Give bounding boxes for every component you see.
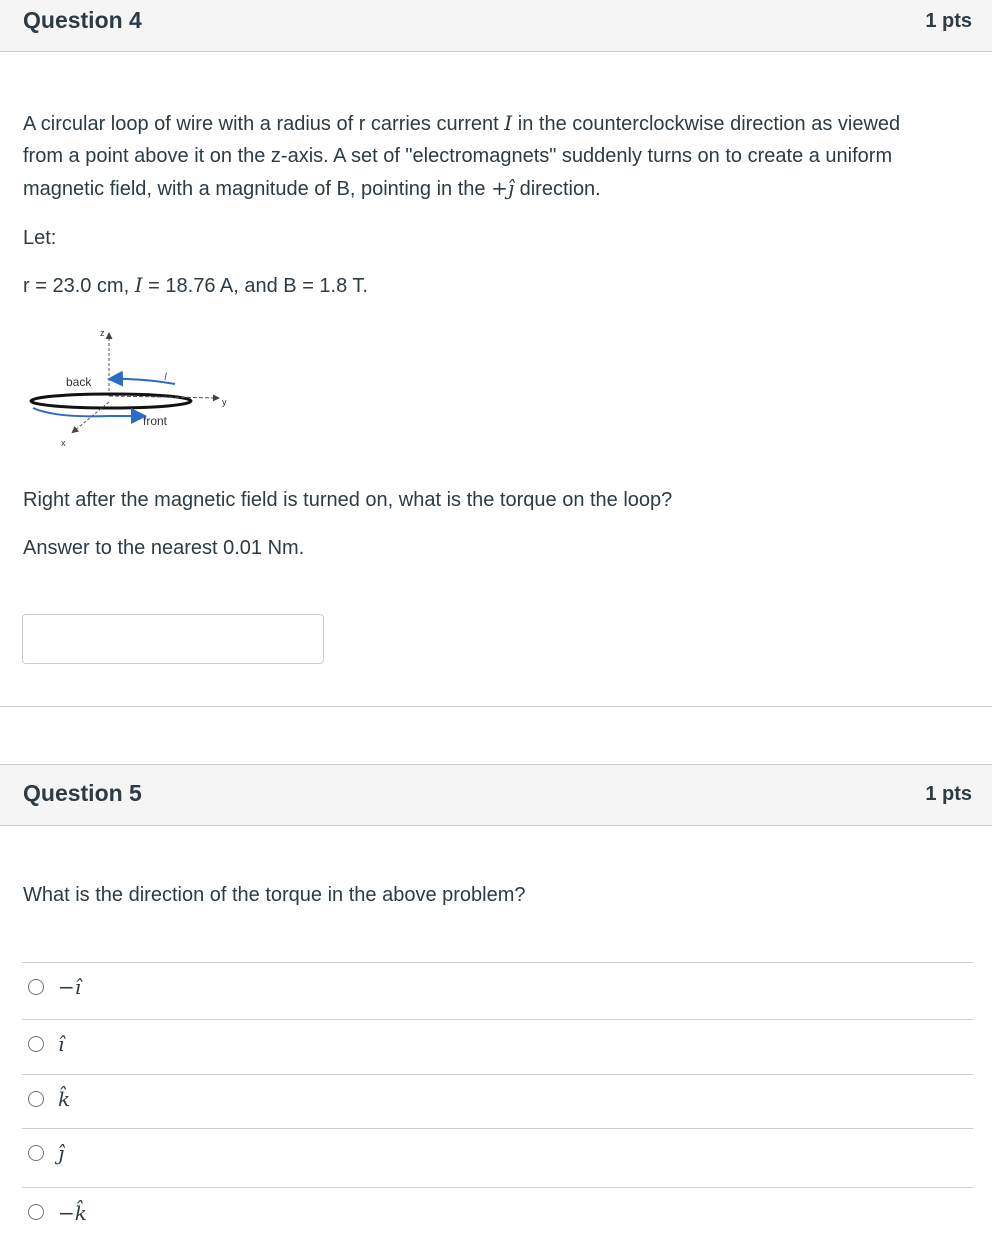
question-4-header <box>0 0 992 52</box>
question-5-prompt: What is the direction of the torque in the above problem? <box>23 884 526 906</box>
back-label: back <box>66 375 92 389</box>
option-row[interactable] <box>22 1187 973 1247</box>
option-row[interactable] <box>22 1128 973 1187</box>
question-4-bottom-divider <box>0 706 992 707</box>
loop-diagram <box>25 322 240 452</box>
radio-button[interactable] <box>28 1204 44 1220</box>
question-4-line-3: magnetic field, with a magnitude of B, pointing in the +ĵ direction. <box>23 176 601 200</box>
option-label[interactable]: î <box>58 1032 65 1056</box>
option-label[interactable]: k̂ <box>58 1087 71 1111</box>
x-axis-label: x <box>61 438 66 448</box>
current-symbol: I <box>504 111 513 135</box>
question-5-header <box>0 764 992 826</box>
question-4-line-1: A circular loop of wire with a radius of r carries current I in the counterclockwise direction as viewed <box>23 111 901 135</box>
question-4-text <box>23 107 973 205</box>
radio-button[interactable] <box>28 979 44 995</box>
question-4-line-2: from a point above it on the z-axis. A set of "electromagnets" suddenly turns on to create a uniform <box>23 145 893 167</box>
radio-button[interactable] <box>28 1036 44 1052</box>
question-4-prompt: Right after the magnetic field is turned on, what is the torque on the loop? <box>23 489 673 511</box>
option-label[interactable]: ĵ <box>58 1141 65 1165</box>
option-row[interactable] <box>22 1019 973 1074</box>
radio-button[interactable] <box>28 1145 44 1161</box>
direction-symbol: +ĵ <box>491 176 515 200</box>
question-4-points: 1 pts <box>925 10 972 32</box>
answer-input[interactable] <box>22 614 324 664</box>
question-5-points: 1 pts <box>925 783 972 805</box>
current-symbol-2: I <box>134 273 143 297</box>
current-label: I <box>164 371 168 383</box>
question-4-title: Question 4 <box>23 7 142 33</box>
option-label[interactable]: −k̂ <box>58 1201 87 1225</box>
question-5-title: Question 5 <box>23 780 142 806</box>
y-axis-label: y <box>222 397 227 407</box>
precision-note: Answer to the nearest 0.01 Nm. <box>23 537 305 559</box>
option-row[interactable] <box>22 1074 973 1128</box>
given-values: r = 23.0 cm, I = 18.76 A, and B = 1.8 T. <box>23 273 368 297</box>
let-label: Let: <box>23 227 57 249</box>
option-row[interactable] <box>22 962 973 1019</box>
front-label: front <box>143 414 168 428</box>
option-label[interactable]: −î <box>58 975 82 999</box>
z-axis-label: z <box>100 328 105 338</box>
radio-button[interactable] <box>28 1091 44 1107</box>
